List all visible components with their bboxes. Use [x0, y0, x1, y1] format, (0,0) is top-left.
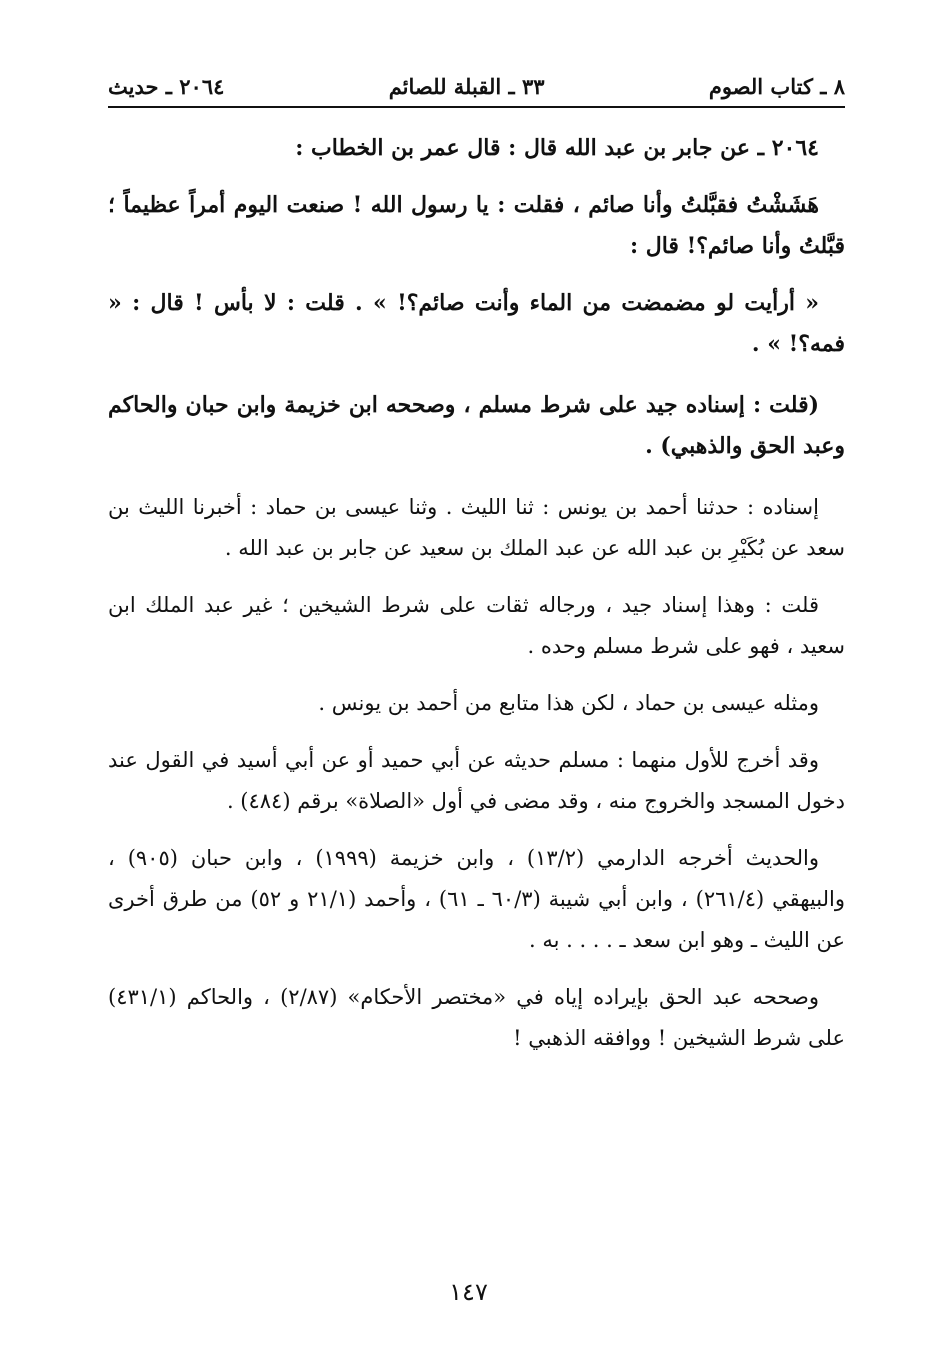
takhrij-paragraph: وصححه عبد الحق بإيراده إياه في «مختصر الأحكام» (٢/٨٧) ، والحاكم (٤٣١/١) على شرط الشيخين ! ووافقه الذهبي !: [108, 985, 845, 1050]
hadith-text: هَشَشْتُ فقبَّلتُ وأنا صائم ، فقلت : يا رسول الله ! صنعت اليوم أمراً عظيماً ؛ قبَّلتُ وأنا صائم؟! قال :: [108, 192, 845, 259]
commentary-paragraph: قلت : وهذا إسناد جيد ، ورجاله ثقات على شرط الشيخين ؛ غير عبد الملك ابن سعيد ، فهو على شرط مسلم وحده .: [108, 593, 845, 658]
commentary-paragraph: وقد أخرج للأول منهما : مسلم حديثه عن أبي حميد أو عن أبي أسيد في القول عند دخول المسجد والخروج منه ، وقد مضى في أول «الصلاة» برقم (٤٨٤) .: [108, 748, 845, 813]
section-title: ٣٣ ـ القبلة للصائم: [388, 73, 545, 99]
chapter-title: ٨ ـ كتاب الصوم: [708, 73, 845, 99]
takhrij-paragraph: والحديث أخرجه الدارمي (١٣/٢) ، وابن خزيمة (١٩٩٩) ، وابن حبان (٩٠٥) ، والبيهقي (٢٦١/٤) ، وابن أبي شيبة (٦٠/٣ ـ ٦١) ، وأحمد (٢١/١ و ٥٢) من طرق أخرى عن الليث ـ وهو ابن سعد ـ . . . . به .: [108, 846, 845, 952]
grading-note: (قلت : إسناده جيد على شرط مسلم ، وصححه ابن خزيمة وابن حبان والحاكم وعبد الحق والذهبي) .: [108, 392, 845, 459]
page-number: ١٤٧: [449, 1278, 488, 1306]
hadith-opening: ٢٠٦٤ ـ عن جابر بن عبد الله قال : قال عمر بن الخطاب :: [295, 135, 819, 161]
running-head: [108, 66, 845, 106]
page-body: [108, 128, 845, 1075]
hadith-reference: ٢٠٦٤ ـ حديث: [108, 73, 225, 99]
isnad-paragraph: إسناده : حدثنا أحمد بن يونس : ثنا الليث . وثنا عيسى بن حماد : أخبرنا الليث بن سعد عن بُكَيْرِ بن عبد الله عن عبد الملك بن سعيد عن جابر بن عبد الله .: [108, 495, 845, 560]
header-divider: [108, 106, 845, 108]
hadith-text-continued: « أرأيت لو مضمضت من الماء وأنت صائم؟! » . قلت : لا بأس ! قال : « فمه؟! » .: [108, 290, 845, 357]
commentary-paragraph: ومثله عيسى بن حماد ، لكن هذا متابع من أحمد بن يونس .: [318, 691, 819, 715]
